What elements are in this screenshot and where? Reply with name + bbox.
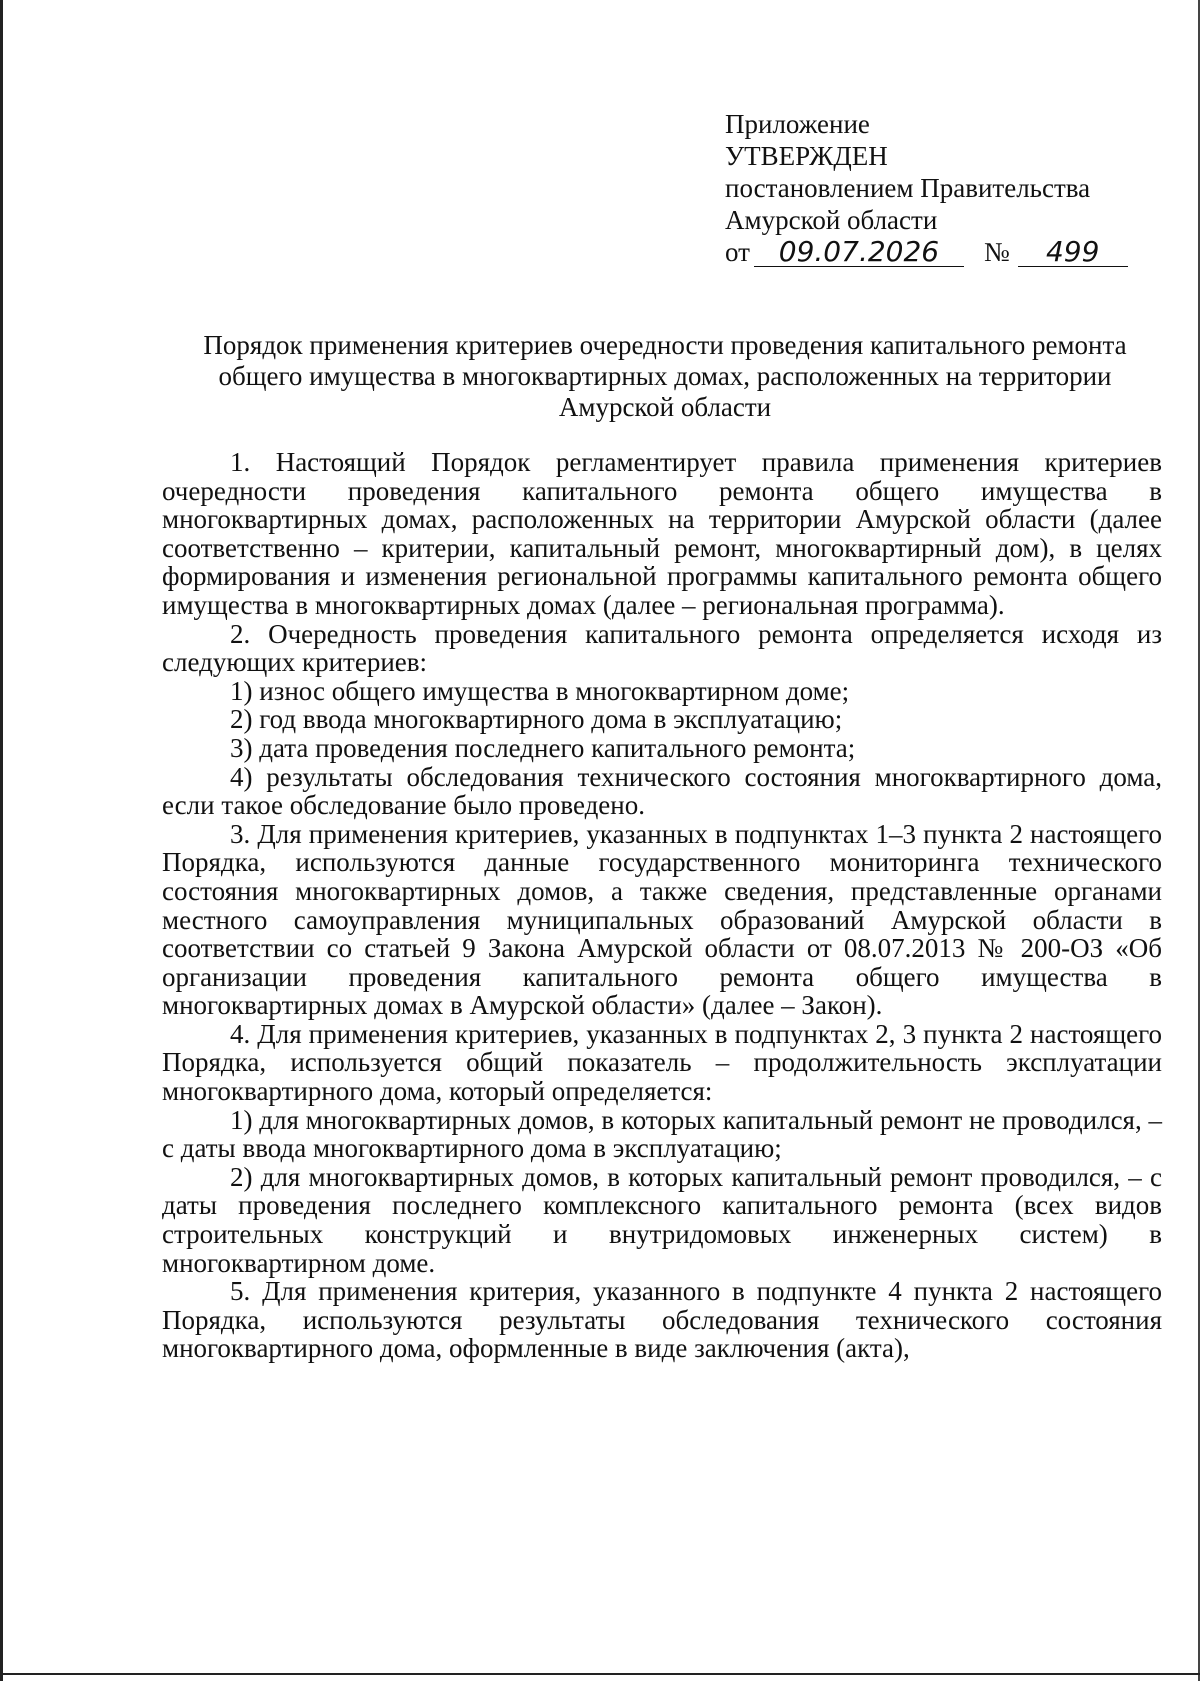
paragraph-4-item-2: 2) для многоквартирных домов, в которых капитальный ремонт проводился, – с даты проведения последнего комплексного капитального ремонта (всех видов строительных конструкций и внутридомовых инженерных систем) в многоквартирном доме. [162, 1161, 1162, 1278]
paragraph-2: 2. Очередность проведения капитального ремонта определяется исходя из следующих критериев: [162, 618, 1162, 678]
handwritten-number: 499 [1018, 238, 1128, 267]
paragraph-2-item-1: 1) износ общего имущества в многоквартирном доме; [230, 675, 850, 706]
date-prefix: от [725, 237, 750, 267]
approval-decree-label: постановлением Правительства [725, 173, 1091, 203]
scan-border-left [0, 0, 3, 1681]
number-prefix: № [983, 237, 1010, 267]
approval-region-label: Амурской области [725, 205, 938, 235]
paragraph-5: 5. Для применения критерия, указанного в подпункте 4 пункта 2 настоящего Порядка, используются результаты обследования технического состояния многоквартирного дома, оформленные в виде заключения (акта), [162, 1276, 1162, 1364]
approval-date-number-line [725, 236, 1165, 268]
paragraph-3: 3. Для применения критериев, указанных в подпунктах 1–3 пункта 2 настоящего Порядка, используются данные государственного мониторинга технического состояния многоквартирных домов, а также сведения, представленные органами местного самоуправления муниципальных образований Амурской области в соответствии со статьей 9 Закона Амурской области от 08.07.2013 № 200-ОЗ «Об организации проведения капитального ремонта общего имущества в многоквартирных домах в Амурской области» (далее – Закон). [162, 818, 1162, 1021]
paragraph-1: 1. Настоящий Порядок регламентирует правила применения критериев очередности проведения капитального ремонта общего имущества в многоквартирных домах, расположенных на территории Амурской области (далее соответственно – критерии, капитальный ремонт, многоквартирный дом), в целях формирования и изменения региональной программы капитального ремонта общего имущества в многоквартирных домах (далее – региональная программа). [162, 447, 1162, 620]
approval-approved-label: УТВЕРЖДЕН [725, 141, 888, 171]
paragraph-4: 4. Для применения критериев, указанных в подпунктах 2, 3 пункта 2 настоящего Порядка, используется общий показатель – продолжительность эксплуатации многоквартирного дома, который определяется: [162, 1018, 1162, 1107]
paragraph-2-item-2: 2) год ввода многоквартирного дома в эксплуатацию; [230, 704, 843, 735]
scan-border-bottom [0, 1673, 1200, 1675]
approval-block [725, 108, 1165, 268]
paragraph-2-item-4: 4) результаты обследования технического состояния многоквартирного дома, если такое обследование было проведено. [162, 761, 1162, 821]
paragraph-4-item-1: 1) для многоквартирных домов, в которых капитальный ремонт не проводился, – с даты ввода многоквартирного дома в эксплуатацию; [162, 1104, 1162, 1164]
approval-appendix-label: Приложение [725, 109, 870, 139]
document-body [162, 448, 1162, 1363]
handwritten-date: 09.07.2026 [754, 238, 964, 267]
paragraph-2-item-3: 3) дата проведения последнего капитального ремонта; [230, 732, 856, 763]
document-title: Порядок применения критериев очередности проведения капитального ремонта общего имущества в многоквартирных домах, расположенных на территории Амурской области [203, 330, 1127, 422]
